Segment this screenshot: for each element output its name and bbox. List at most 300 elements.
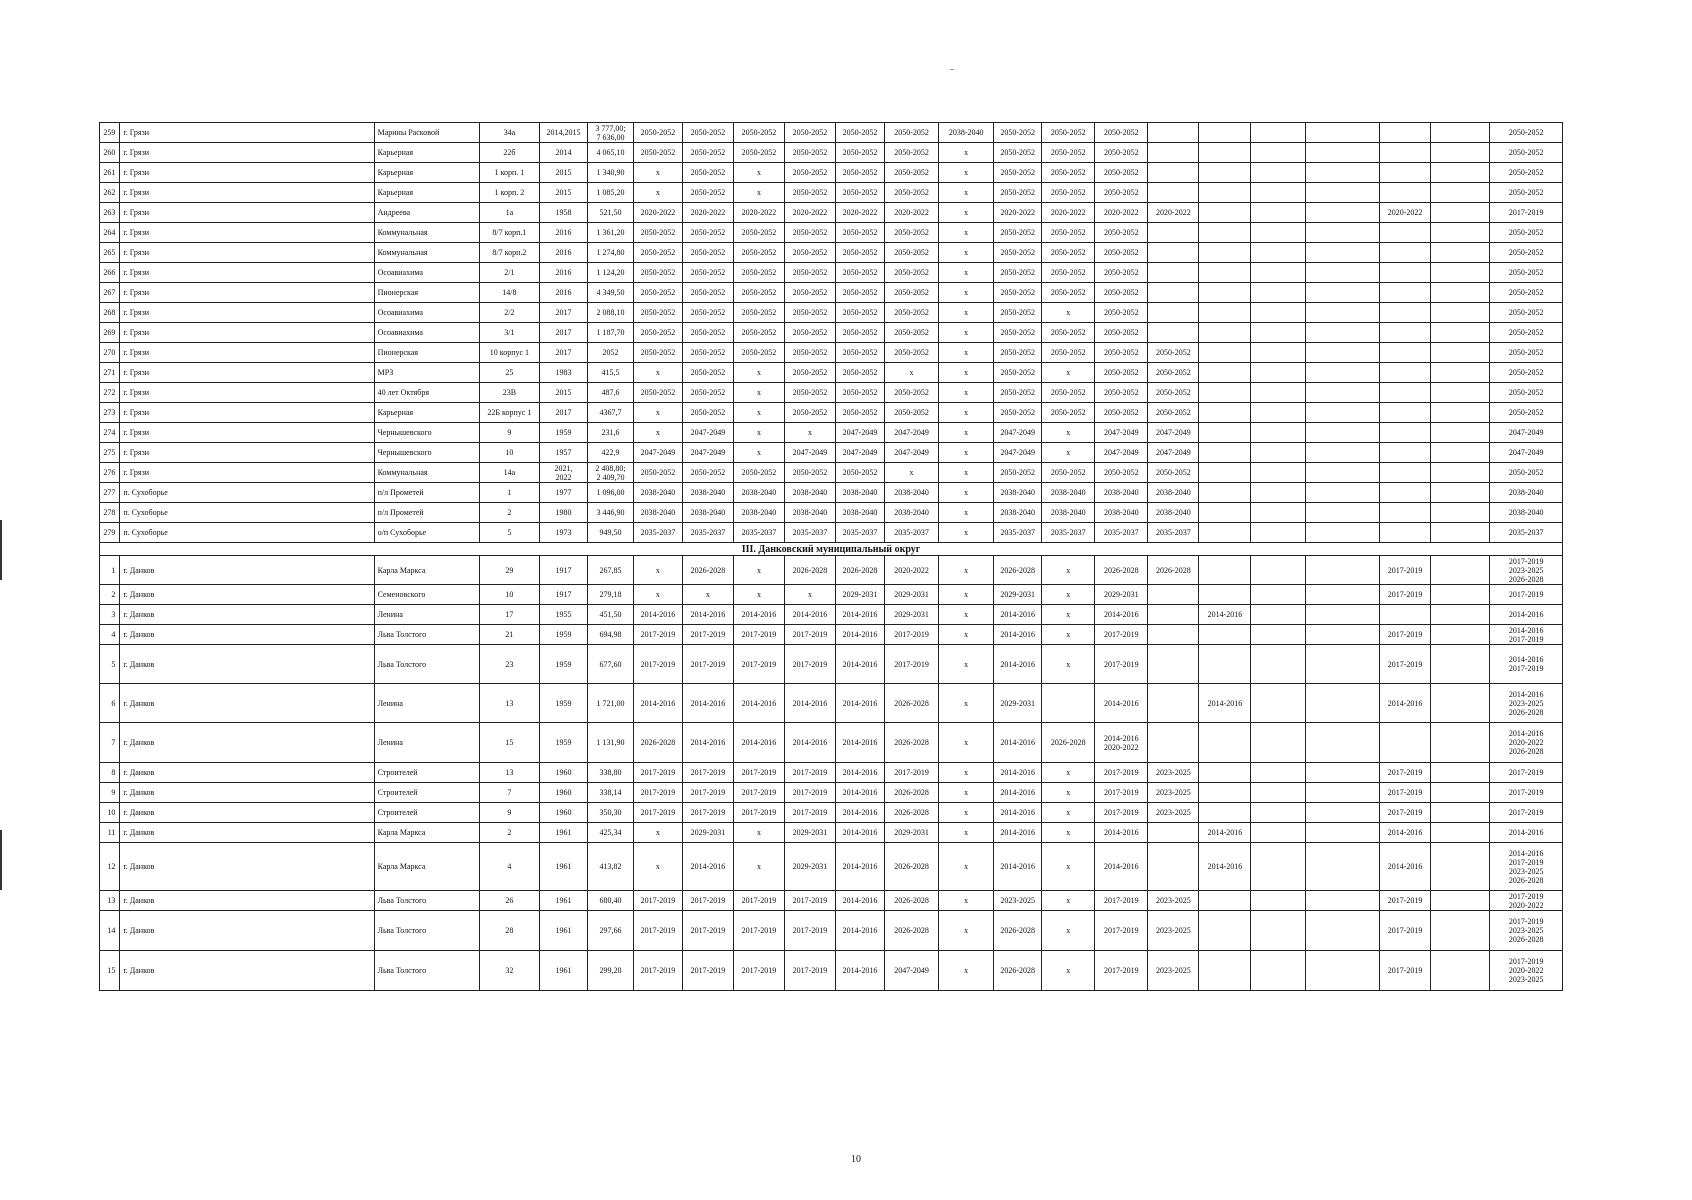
work-period-cell: 2050-2052: [994, 163, 1042, 183]
work-period-cell: х: [733, 423, 784, 443]
work-period-cell: 2017-2019: [1380, 763, 1431, 783]
street-cell: п/л Прометей: [374, 503, 479, 523]
row-number-cell: 268: [100, 303, 120, 323]
work-period-cell: 2014-2016: [994, 843, 1042, 891]
overall-period-cell: 2017-2019: [1490, 803, 1563, 823]
area-cell: 299,20: [587, 951, 633, 991]
work-period-cell: 2029-2031: [885, 585, 939, 605]
work-period-cell: х: [682, 585, 733, 605]
overall-period-cell: 2050-2052: [1490, 303, 1563, 323]
house-number-cell: 2/1: [479, 263, 539, 283]
work-period-cell: 2017-2019: [1095, 645, 1148, 684]
work-period-cell: 2014-2016: [994, 783, 1042, 803]
work-period-cell: [1431, 891, 1490, 911]
table-row: [100, 203, 1563, 223]
settlement-cell: г. Данков: [120, 951, 374, 991]
work-period-cell: 2050-2052: [682, 123, 733, 143]
work-period-cell: х: [633, 823, 682, 843]
house-number-cell: 28: [479, 911, 539, 951]
street-cell: о/п Сухоборье: [374, 523, 479, 543]
work-period-cell: х: [733, 823, 784, 843]
area-cell: 521,50: [587, 203, 633, 223]
street-cell: Карьерная: [374, 183, 479, 203]
table-row: [100, 383, 1563, 403]
build-year-cell: 2014,2015: [540, 123, 588, 143]
area-cell: 1 085,20: [587, 183, 633, 203]
settlement-cell: г. Грязи: [120, 283, 374, 303]
work-period-cell: [1251, 343, 1305, 363]
work-period-cell: 2017-2019: [1095, 763, 1148, 783]
settlement-cell: г. Грязи: [120, 363, 374, 383]
work-period-cell: х: [939, 423, 994, 443]
work-period-cell: [1199, 343, 1251, 363]
work-period-cell: 2017-2019: [784, 645, 835, 684]
work-period-cell: 2050-2052: [682, 163, 733, 183]
work-period-cell: [1251, 123, 1305, 143]
house-number-cell: 1а: [479, 203, 539, 223]
settlement-cell: г. Грязи: [120, 443, 374, 463]
street-cell: Осоавиахима: [374, 303, 479, 323]
overall-period-cell: 2017-2019: [1490, 763, 1563, 783]
work-period-cell: 2050-2052: [885, 143, 939, 163]
work-period-cell: 2050-2052: [733, 463, 784, 483]
work-period-cell: 2038-2040: [836, 483, 885, 503]
work-period-cell: 2050-2052: [682, 263, 733, 283]
work-period-cell: [1305, 363, 1380, 383]
work-period-cell: х: [633, 423, 682, 443]
area-cell: 425,34: [587, 823, 633, 843]
house-number-cell: 25: [479, 363, 539, 383]
work-period-cell: [1199, 163, 1251, 183]
work-period-cell: 2050-2052: [1042, 163, 1095, 183]
work-period-cell: 2050-2052: [885, 123, 939, 143]
build-year-cell: 2017: [540, 303, 588, 323]
work-period-cell: 2026-2028: [1042, 723, 1095, 763]
work-period-cell: 2023-2025: [1148, 911, 1199, 951]
work-period-cell: 2047-2049: [885, 423, 939, 443]
work-period-cell: 2050-2052: [682, 363, 733, 383]
house-number-cell: 9: [479, 423, 539, 443]
build-year-cell: 2014: [540, 143, 588, 163]
street-cell: Андреева: [374, 203, 479, 223]
work-period-cell: 2050-2052: [633, 463, 682, 483]
work-period-cell: 2050-2052: [733, 243, 784, 263]
work-period-cell: 2050-2052: [1095, 463, 1148, 483]
house-number-cell: 32: [479, 951, 539, 991]
work-period-cell: 2026-2028: [1095, 556, 1148, 585]
work-period-cell: 2017-2019: [1380, 783, 1431, 803]
row-number-cell: 277: [100, 483, 120, 503]
work-period-cell: 2050-2052: [836, 463, 885, 483]
work-period-cell: [1199, 283, 1251, 303]
work-period-cell: 2014-2016: [994, 803, 1042, 823]
work-period-cell: 2050-2052: [682, 323, 733, 343]
work-period-cell: [1199, 463, 1251, 483]
street-cell: Ленина: [374, 723, 479, 763]
area-cell: 4 349,50: [587, 283, 633, 303]
work-period-cell: [1305, 556, 1380, 585]
work-period-cell: 2050-2052: [1042, 343, 1095, 363]
scan-edge-mark: [0, 520, 2, 580]
work-period-cell: 2050-2052: [994, 363, 1042, 383]
area-cell: 677,60: [587, 645, 633, 684]
work-period-cell: 2047-2049: [994, 443, 1042, 463]
street-cell: Чернышевского: [374, 423, 479, 443]
work-period-cell: 2017-2019: [784, 763, 835, 783]
house-number-cell: 1 корп. 2: [479, 183, 539, 203]
work-period-cell: [1305, 303, 1380, 323]
work-period-cell: [1305, 143, 1380, 163]
work-period-cell: 2050-2052: [682, 383, 733, 403]
work-period-cell: х: [733, 383, 784, 403]
work-period-cell: 2017-2019: [633, 911, 682, 951]
street-cell: Коммунальная: [374, 223, 479, 243]
work-period-cell: [1251, 363, 1305, 383]
work-period-cell: х: [633, 556, 682, 585]
work-period-cell: х: [939, 363, 994, 383]
build-year-cell: 2016: [540, 243, 588, 263]
work-period-cell: 2050-2052: [784, 303, 835, 323]
row-number-cell: 263: [100, 203, 120, 223]
table-row: [100, 783, 1563, 803]
work-period-cell: 2014-2016: [994, 645, 1042, 684]
street-cell: Ленина: [374, 684, 479, 723]
area-cell: 279,18: [587, 585, 633, 605]
work-period-cell: 2014-2016: [733, 605, 784, 625]
work-period-cell: х: [1042, 891, 1095, 911]
work-period-cell: х: [885, 463, 939, 483]
row-number-cell: 276: [100, 463, 120, 483]
work-period-cell: [1431, 143, 1490, 163]
work-period-cell: 2038-2040: [633, 483, 682, 503]
work-period-cell: 2017-2019: [682, 911, 733, 951]
row-number-cell: 11: [100, 823, 120, 843]
work-period-cell: [1305, 723, 1380, 763]
work-period-cell: [1148, 684, 1199, 723]
table-row: [100, 951, 1563, 991]
street-cell: Льва Толстого: [374, 911, 479, 951]
work-period-cell: [1199, 911, 1251, 951]
street-cell: Карьерная: [374, 403, 479, 423]
work-period-cell: 2029-2031: [784, 843, 835, 891]
table-row: [100, 403, 1563, 423]
work-period-cell: х: [733, 403, 784, 423]
area-cell: 1 187,70: [587, 323, 633, 343]
house-number-cell: 3/1: [479, 323, 539, 343]
work-period-cell: [1431, 911, 1490, 951]
row-number-cell: 266: [100, 263, 120, 283]
work-period-cell: 2017-2019: [885, 645, 939, 684]
table-row: [100, 303, 1563, 323]
work-period-cell: х: [939, 783, 994, 803]
table-row: [100, 243, 1563, 263]
section-title: III. Данковский муниципальный округ: [100, 543, 1563, 556]
work-period-cell: 2014-2016: [994, 625, 1042, 645]
work-period-cell: 2050-2052: [885, 183, 939, 203]
street-cell: Чернышевского: [374, 443, 479, 463]
area-cell: 1 096,00: [587, 483, 633, 503]
row-number-cell: 15: [100, 951, 120, 991]
work-period-cell: [1148, 303, 1199, 323]
work-period-cell: 2050-2052: [784, 323, 835, 343]
work-period-cell: 2014-2016: [836, 951, 885, 991]
build-year-cell: 1980: [540, 503, 588, 523]
street-cell: Карла Маркса: [374, 843, 479, 891]
work-period-cell: 2047-2049: [836, 423, 885, 443]
settlement-cell: г. Данков: [120, 763, 374, 783]
row-number-cell: 2: [100, 585, 120, 605]
work-period-cell: 2014-2016: [994, 723, 1042, 763]
work-period-cell: 2047-2049: [633, 443, 682, 463]
work-period-cell: 2020-2022: [682, 203, 733, 223]
settlement-cell: г. Данков: [120, 843, 374, 891]
work-period-cell: 2050-2052: [1148, 383, 1199, 403]
settlement-cell: г. Грязи: [120, 243, 374, 263]
work-period-cell: [1148, 263, 1199, 283]
work-period-cell: 2050-2052: [1042, 383, 1095, 403]
work-period-cell: 2017-2019: [682, 803, 733, 823]
work-period-cell: 2014-2016: [682, 723, 733, 763]
row-number-cell: 9: [100, 783, 120, 803]
overall-period-cell: 2050-2052: [1490, 403, 1563, 423]
work-period-cell: 2050-2052: [633, 223, 682, 243]
work-period-cell: х: [939, 605, 994, 625]
area-cell: 350,30: [587, 803, 633, 823]
work-period-cell: [1251, 443, 1305, 463]
work-period-cell: 2050-2052: [633, 303, 682, 323]
build-year-cell: 1957: [540, 443, 588, 463]
work-period-cell: 2050-2052: [1148, 343, 1199, 363]
work-period-cell: 2014-2016: [1380, 684, 1431, 723]
work-period-cell: [1380, 163, 1431, 183]
work-period-cell: 2029-2031: [682, 823, 733, 843]
work-period-cell: [1199, 123, 1251, 143]
work-period-cell: [1251, 503, 1305, 523]
build-year-cell: 1961: [540, 951, 588, 991]
work-period-cell: 2020-2022: [994, 203, 1042, 223]
work-period-cell: 2050-2052: [784, 163, 835, 183]
work-period-cell: 2029-2031: [994, 585, 1042, 605]
work-period-cell: [1431, 463, 1490, 483]
work-period-cell: 2050-2052: [1095, 343, 1148, 363]
work-period-cell: [1431, 684, 1490, 723]
build-year-cell: 1917: [540, 556, 588, 585]
work-period-cell: 2035-2037: [1095, 523, 1148, 543]
work-period-cell: 2014-2016: [1199, 605, 1251, 625]
settlement-cell: г. Грязи: [120, 163, 374, 183]
work-period-cell: 2038-2040: [633, 503, 682, 523]
work-period-cell: [1148, 723, 1199, 763]
work-period-cell: 2023-2025: [1148, 783, 1199, 803]
work-period-cell: 2050-2052: [885, 283, 939, 303]
work-period-cell: [1199, 645, 1251, 684]
work-period-cell: 2029-2031: [836, 585, 885, 605]
area-cell: 415,5: [587, 363, 633, 383]
work-period-cell: 2047-2049: [1148, 423, 1199, 443]
work-period-cell: [1380, 483, 1431, 503]
row-number-cell: 8: [100, 763, 120, 783]
work-period-cell: 2050-2052: [784, 383, 835, 403]
section-header-row: [100, 543, 1563, 556]
work-period-cell: 2014-2016: [1199, 823, 1251, 843]
row-number-cell: 274: [100, 423, 120, 443]
work-period-cell: 2038-2040: [994, 483, 1042, 503]
work-period-cell: 2050-2052: [1095, 303, 1148, 323]
work-period-cell: [1305, 343, 1380, 363]
build-year-cell: 1958: [540, 203, 588, 223]
street-cell: Осоавиахима: [374, 263, 479, 283]
row-number-cell: 12: [100, 843, 120, 891]
work-period-cell: 2014-2016: [836, 645, 885, 684]
table-row: [100, 523, 1563, 543]
street-cell: Пионерская: [374, 343, 479, 363]
work-period-cell: 2017-2019: [733, 783, 784, 803]
row-number-cell: 4: [100, 625, 120, 645]
work-period-cell: [1380, 223, 1431, 243]
work-period-cell: х: [633, 843, 682, 891]
table-row: [100, 803, 1563, 823]
house-number-cell: 13: [479, 763, 539, 783]
work-period-cell: [1148, 823, 1199, 843]
settlement-cell: г. Данков: [120, 556, 374, 585]
street-cell: Строителей: [374, 783, 479, 803]
settlement-cell: п. Сухоборье: [120, 483, 374, 503]
work-period-cell: [1380, 443, 1431, 463]
street-cell: Строителей: [374, 803, 479, 823]
page-number: 10: [851, 1154, 861, 1165]
build-year-cell: 1959: [540, 645, 588, 684]
area-cell: 2 088,10: [587, 303, 633, 323]
work-period-cell: [1148, 163, 1199, 183]
work-period-cell: х: [1042, 443, 1095, 463]
area-cell: 2 408,80; 2 409,70: [587, 463, 633, 483]
work-period-cell: 2050-2052: [994, 183, 1042, 203]
work-period-cell: [1305, 263, 1380, 283]
work-period-cell: 2050-2052: [1042, 143, 1095, 163]
work-period-cell: 2050-2052: [994, 223, 1042, 243]
work-period-cell: 2050-2052: [1042, 283, 1095, 303]
work-period-cell: 2020-2022: [1042, 203, 1095, 223]
work-period-cell: 2017-2019: [633, 783, 682, 803]
work-period-cell: 2050-2052: [1042, 463, 1095, 483]
work-period-cell: 2050-2052: [1042, 323, 1095, 343]
work-period-cell: 2020-2022: [733, 203, 784, 223]
house-number-cell: 1 корп. 1: [479, 163, 539, 183]
table-row: [100, 423, 1563, 443]
work-period-cell: [1199, 363, 1251, 383]
work-period-cell: [1305, 645, 1380, 684]
work-period-cell: [1305, 891, 1380, 911]
work-period-cell: [1199, 891, 1251, 911]
work-period-cell: 2014-2016: [836, 783, 885, 803]
work-period-cell: 2014-2016: [836, 843, 885, 891]
row-number-cell: 275: [100, 443, 120, 463]
work-period-cell: 2050-2052: [784, 263, 835, 283]
work-period-cell: 2017-2019: [1095, 911, 1148, 951]
overall-period-cell: 2038-2040: [1490, 503, 1563, 523]
area-cell: 1 124,20: [587, 263, 633, 283]
work-period-cell: х: [939, 183, 994, 203]
work-period-cell: 2050-2052: [885, 263, 939, 283]
work-period-cell: 2014-2016: [733, 684, 784, 723]
settlement-cell: п. Сухоборье: [120, 523, 374, 543]
work-period-cell: [1251, 556, 1305, 585]
work-period-cell: х: [939, 723, 994, 763]
work-period-cell: 2014-2016: [836, 911, 885, 951]
work-period-cell: 2050-2052: [682, 343, 733, 363]
build-year-cell: 1973: [540, 523, 588, 543]
work-period-cell: [1431, 823, 1490, 843]
work-period-cell: х: [1042, 763, 1095, 783]
work-period-cell: 2014-2016: [784, 605, 835, 625]
house-number-cell: 14а: [479, 463, 539, 483]
build-year-cell: 1961: [540, 911, 588, 951]
build-year-cell: 1959: [540, 684, 588, 723]
work-period-cell: х: [939, 585, 994, 605]
table-row: [100, 585, 1563, 605]
work-period-cell: 2050-2052: [1095, 223, 1148, 243]
area-cell: 1 340,90: [587, 163, 633, 183]
work-period-cell: [1305, 483, 1380, 503]
work-period-cell: 2035-2037: [885, 523, 939, 543]
work-period-cell: 2026-2028: [885, 891, 939, 911]
work-period-cell: [1251, 383, 1305, 403]
work-period-cell: [1305, 223, 1380, 243]
work-period-cell: х: [939, 403, 994, 423]
work-period-cell: 2047-2049: [1148, 443, 1199, 463]
work-period-cell: 2014-2016: [682, 843, 733, 891]
work-period-cell: 2050-2052: [836, 223, 885, 243]
work-period-cell: 2038-2040: [682, 503, 733, 523]
settlement-cell: г. Грязи: [120, 403, 374, 423]
work-period-cell: [1380, 363, 1431, 383]
work-period-cell: [1251, 143, 1305, 163]
work-period-cell: 2035-2037: [682, 523, 733, 543]
work-period-cell: [1431, 483, 1490, 503]
table-row: [100, 283, 1563, 303]
work-period-cell: х: [939, 503, 994, 523]
work-period-cell: [1431, 645, 1490, 684]
work-period-cell: 2050-2052: [885, 403, 939, 423]
work-period-cell: [1431, 585, 1490, 605]
work-period-cell: [1251, 585, 1305, 605]
overall-period-cell: 2014-2016: [1490, 823, 1563, 843]
work-period-cell: [1148, 183, 1199, 203]
work-period-cell: 2017-2019: [1380, 625, 1431, 645]
settlement-cell: г. Грязи: [120, 203, 374, 223]
work-period-cell: 2014-2016: [784, 723, 835, 763]
work-period-cell: [1431, 303, 1490, 323]
house-number-cell: 34а: [479, 123, 539, 143]
work-period-cell: 2020-2022: [1380, 203, 1431, 223]
area-cell: 267,85: [587, 556, 633, 585]
work-period-cell: 2050-2052: [836, 263, 885, 283]
area-cell: 338,80: [587, 763, 633, 783]
work-period-cell: [1305, 523, 1380, 543]
work-period-cell: 2038-2040: [733, 503, 784, 523]
work-period-cell: 2017-2019: [784, 911, 835, 951]
table-row: [100, 363, 1563, 383]
work-period-cell: [1305, 163, 1380, 183]
work-period-cell: 2014-2016: [1199, 684, 1251, 723]
work-period-cell: 2047-2049: [1095, 443, 1148, 463]
overall-period-cell: 2017-2019: [1490, 203, 1563, 223]
work-period-cell: 2020-2022: [784, 203, 835, 223]
work-period-cell: [1305, 783, 1380, 803]
settlement-cell: г. Грязи: [120, 183, 374, 203]
work-period-cell: 2017-2019: [885, 763, 939, 783]
work-period-cell: 2017-2019: [1380, 645, 1431, 684]
